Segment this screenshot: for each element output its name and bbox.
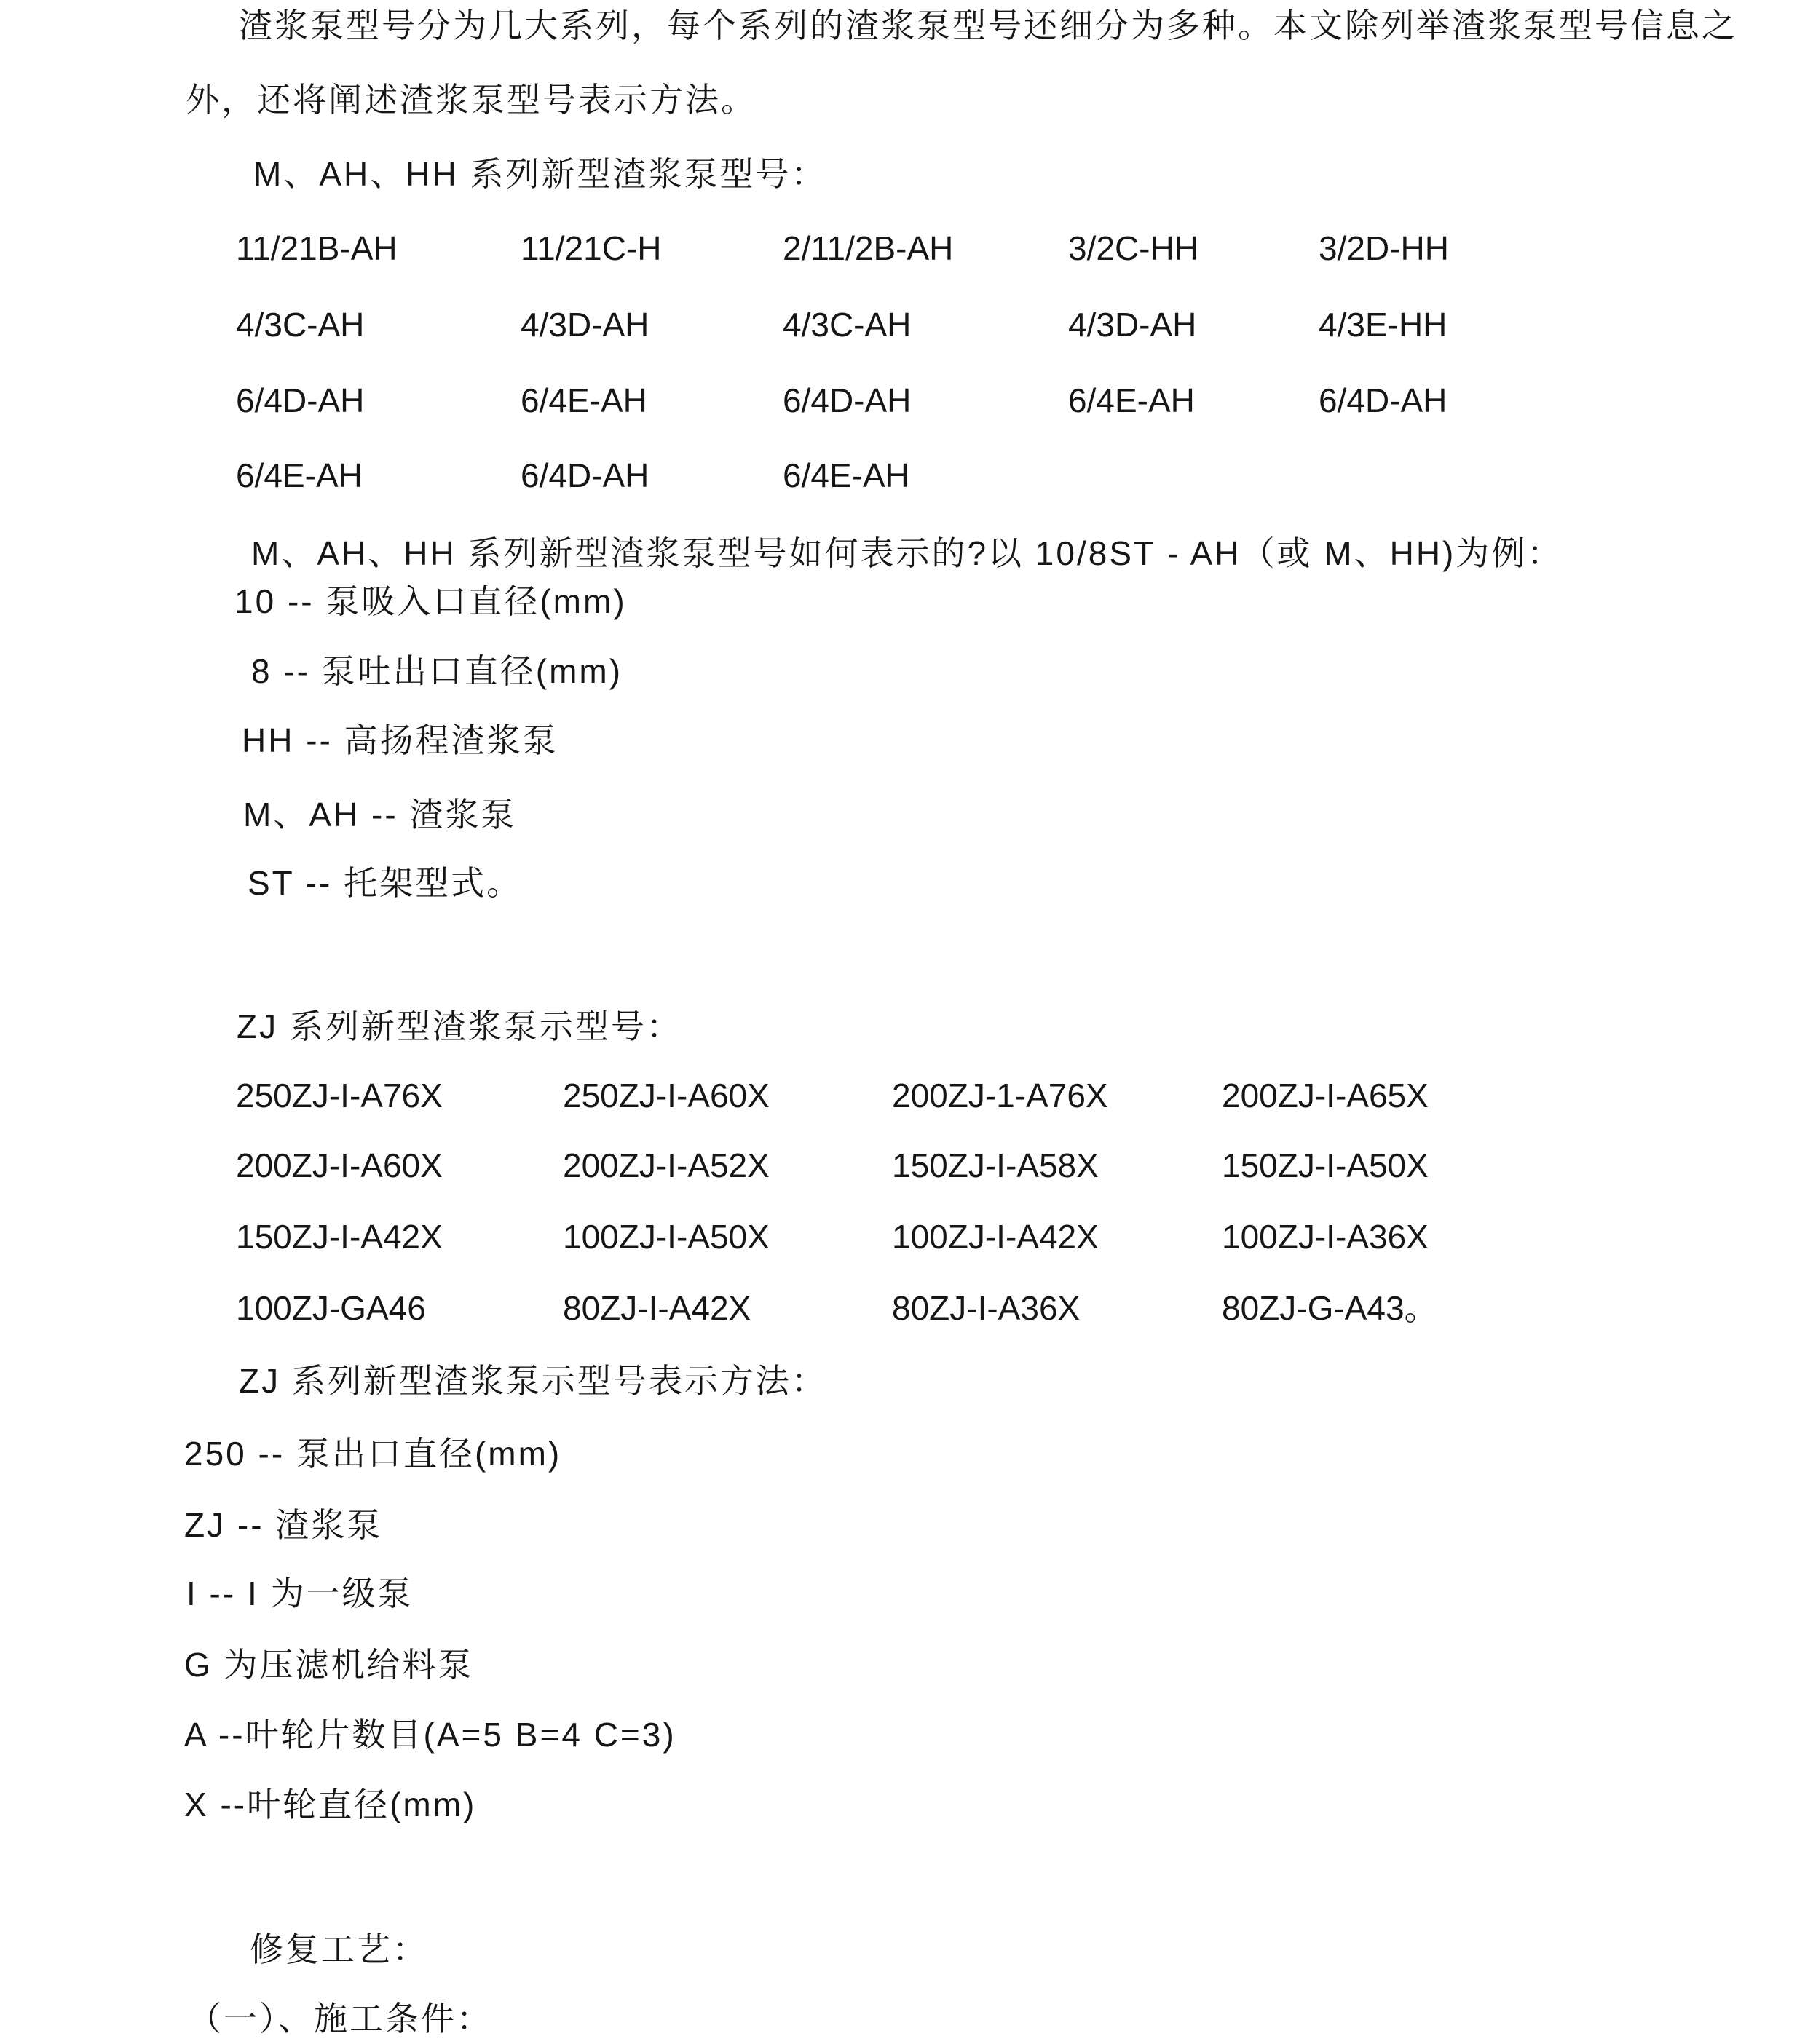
model-cell: 150ZJ-I-A50X bbox=[1222, 1146, 1429, 1184]
definition-line: 8 -- 泵吐出口直径(mm) bbox=[251, 652, 623, 690]
zj-model-row bbox=[236, 1079, 1429, 1112]
model-cell: 80ZJ-I-A36X bbox=[892, 1289, 1081, 1327]
zj-series-title: ZJ 系列新型渣浆泵示型号： bbox=[237, 1007, 682, 1045]
model-cell: 200ZJ-1-A76X bbox=[892, 1077, 1108, 1114]
model-cell: 100ZJ-I-A36X bbox=[1222, 1218, 1429, 1256]
model-cell: 6/4E-AH bbox=[783, 456, 909, 494]
model-cell: 150ZJ-I-A42X bbox=[236, 1218, 443, 1256]
model-cell: 11/21C-H bbox=[521, 229, 662, 267]
repair-subtitle: （一）、施工条件： bbox=[188, 2000, 492, 2037]
model-cell: 200ZJ-I-A52X bbox=[563, 1146, 770, 1184]
model-cell: 200ZJ-I-A60X bbox=[236, 1146, 443, 1184]
mah-notation-title: M、AH、HH 系列新型渣浆泵型号如何表示的?以 10/8ST - AH（或 M、HH)为例： bbox=[251, 534, 1563, 572]
model-cell: 100ZJ-I-A50X bbox=[563, 1218, 770, 1256]
mah-model-row bbox=[236, 456, 1068, 494]
model-cell: 100ZJ-GA46 bbox=[236, 1289, 426, 1327]
model-cell: 4/3E-HH bbox=[1319, 306, 1447, 344]
intro-line-1: 渣浆泵型号分为几大系列，每个系列的渣浆泵型号还细分为多种。本文除列举渣浆泵型号信息之 bbox=[239, 7, 1737, 44]
model-cell: 4/3C-AH bbox=[783, 306, 912, 344]
model-cell: 4/3D-AH bbox=[1068, 306, 1197, 344]
definition-line: ST -- 托架型式。 bbox=[248, 864, 523, 902]
intro-line-2: 外，还将阐述渣浆泵型号表示方法。 bbox=[186, 81, 757, 119]
mah-model-row bbox=[236, 381, 1447, 419]
model-cell: 6/4D-AH bbox=[521, 456, 649, 494]
model-cell: 100ZJ-I-A42X bbox=[892, 1218, 1099, 1256]
model-cell: 6/4E-AH bbox=[521, 381, 647, 419]
model-cell: 250ZJ-I-A76X bbox=[236, 1077, 443, 1114]
model-cell: 3/2C-HH bbox=[1068, 229, 1198, 267]
definition-line: I -- I 为一级泵 bbox=[186, 1574, 414, 1612]
definition-line: 250 -- 泵出口直径(mm) bbox=[184, 1435, 562, 1473]
model-cell: 6/4E-AH bbox=[236, 456, 363, 494]
zj-notation-title: ZJ 系列新型渣浆泵示型号表示方法： bbox=[239, 1362, 827, 1400]
model-cell: 6/4D-AH bbox=[783, 381, 912, 419]
definition-line: G 为压滤机给料泵 bbox=[184, 1646, 474, 1684]
definition-line: X --叶轮直径(mm) bbox=[184, 1786, 477, 1823]
mah-model-row bbox=[236, 231, 1449, 265]
model-cell: 11/21B-AH bbox=[236, 229, 398, 267]
model-cell: 4/3C-AH bbox=[236, 306, 365, 344]
zj-model-row bbox=[236, 1218, 1429, 1256]
model-cell: 6/4D-AH bbox=[236, 381, 365, 419]
model-cell: 6/4E-AH bbox=[1068, 381, 1195, 419]
model-cell: 80ZJ-I-A42X bbox=[563, 1289, 751, 1327]
definition-line: 10 -- 泵吸入口直径(mm) bbox=[234, 582, 627, 620]
definition-line: HH -- 高扬程渣浆泵 bbox=[242, 721, 558, 759]
model-cell: 2/11/2B-AH bbox=[783, 229, 954, 267]
model-cell: 4/3D-AH bbox=[521, 306, 649, 344]
model-cell: 80ZJ-G-A43。 bbox=[1222, 1289, 1438, 1327]
model-cell: 150ZJ-I-A58X bbox=[892, 1146, 1099, 1184]
zj-model-row bbox=[236, 1291, 1438, 1325]
definition-line: A --叶轮片数目(A=5 B=4 C=3) bbox=[184, 1716, 676, 1754]
definition-line: M、AH -- 渣浆泵 bbox=[243, 796, 517, 833]
definition-line: ZJ -- 渣浆泵 bbox=[184, 1506, 383, 1544]
model-cell: 250ZJ-I-A60X bbox=[563, 1077, 770, 1114]
model-cell: 6/4D-AH bbox=[1319, 381, 1447, 419]
repair-title: 修复工艺： bbox=[250, 1930, 428, 1968]
zj-model-row bbox=[236, 1146, 1429, 1184]
model-cell: 200ZJ-I-A65X bbox=[1222, 1077, 1429, 1114]
model-cell: 3/2D-HH bbox=[1319, 229, 1449, 267]
mah-series-title: M、AH、HH 系列新型渣浆泵型号： bbox=[253, 155, 827, 193]
mah-model-row bbox=[236, 306, 1447, 344]
